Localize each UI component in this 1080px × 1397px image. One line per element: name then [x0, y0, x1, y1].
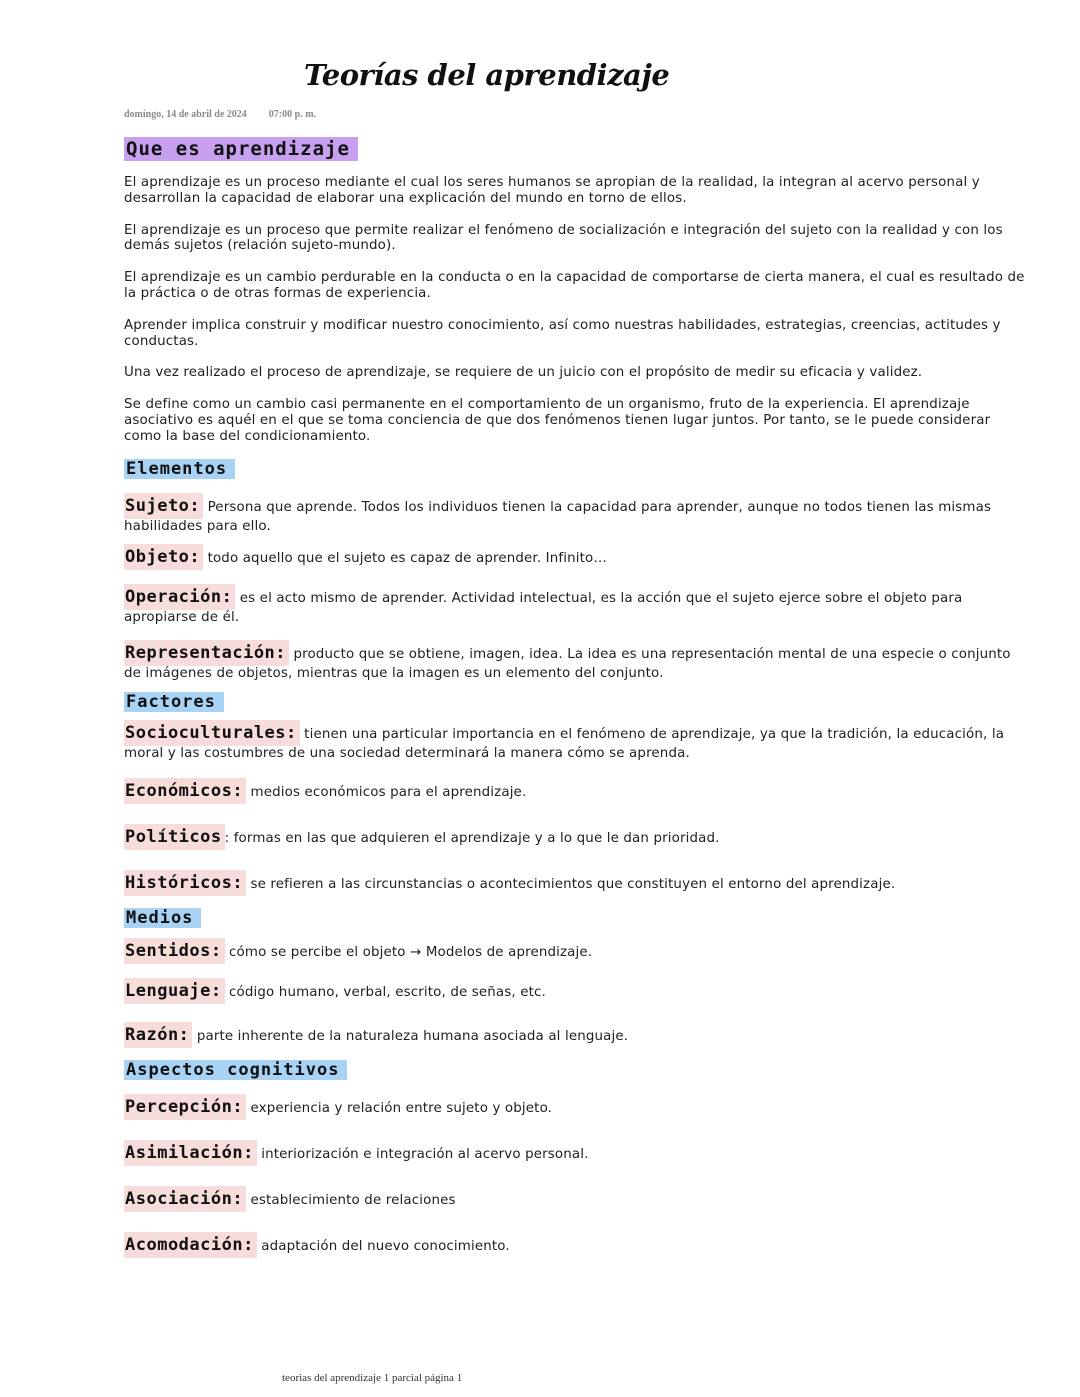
- page-meta: [124, 109, 316, 120]
- term-label: Económicos:: [124, 778, 246, 804]
- intro-paragraph: Se define como un cambio casi permanente en el comportamiento de un organismo, fruto de la experiencia. El aprendizaje asociativo es aquél en el que se toma conciencia de que dos fenómenos tienen lugar juntos. Por tanto, se le puede considerar como la base del condicionamiento.: [124, 397, 991, 444]
- list-item: [124, 544, 1029, 570]
- list-item: [124, 493, 1029, 535]
- intro-paragraph: El aprendizaje es un cambio perdurable en la conducta o en la capacidad de comportarse de cierta manera, el cual es resultado de la práctica o de otras formas de experiencia.: [124, 270, 1025, 301]
- term-definition: es el acto mismo de aprender. Actividad intelectual, es la acción que el sujeto ejerce sobre el objeto para apropiarse de él.: [124, 591, 963, 626]
- heading-que-es-aprendizaje: Que es aprendizaje: [124, 137, 358, 161]
- page-title: Teorías del aprendizaje: [304, 58, 670, 92]
- list-item: [124, 778, 1029, 804]
- term-definition: tienen una particular importancia en el fenómeno de aprendizaje, ya que la tradición, la educación, la moral y las costumbres de una sociedad determinará la manera cómo se aprenda.: [124, 726, 1005, 761]
- term-label: Socioculturales:: [124, 720, 300, 746]
- term-label: Asimilación:: [124, 1140, 257, 1166]
- term-label: Sentidos:: [124, 938, 225, 964]
- term-definition: parte inherente de la naturaleza humana asociada al lenguaje.: [192, 1028, 629, 1044]
- page-date: domingo, 14 de abril de 2024: [124, 109, 247, 120]
- term-label: Representación:: [124, 640, 289, 666]
- term-definition: medios económicos para el aprendizaje.: [246, 784, 527, 800]
- term-definition: código humano, verbal, escrito, de señas, etc.: [224, 984, 546, 1000]
- term-definition: se refieren a las circunstancias o acontecimientos que constituyen el entorno del aprendizaje.: [246, 876, 896, 892]
- term-label: Percepción:: [124, 1094, 246, 1120]
- intro-paragraph: El aprendizaje es un proceso mediante el cual los seres humanos se apropian de la realidad, la integran al acervo personal y desarrollan la capacidad de elaborar una explicación del mundo en torno de ellos.: [124, 175, 980, 206]
- term-definition: establecimiento de relaciones: [246, 1192, 456, 1208]
- term-label: Acomodación:: [124, 1232, 257, 1258]
- intro-paragraph: Una vez realizado el proceso de aprendizaje, se requiere de un juicio con el propósito de medir su eficacia y validez.: [124, 365, 923, 381]
- list-item: [124, 1232, 1029, 1258]
- list-item: [124, 978, 1029, 1004]
- intro-paragraph: El aprendizaje es un proceso que permite realizar el fenómeno de socialización e integración del sujeto con la realidad y con los demás sujetos (relación sujeto-mundo).: [124, 222, 1003, 254]
- term-definition: experiencia y relación entre sujeto y objeto.: [246, 1100, 553, 1116]
- term-definition: : formas en las que adquieren el aprendizaje y a lo que le dan prioridad.: [224, 830, 720, 846]
- term-definition: interiorización e integración al acervo personal.: [256, 1146, 589, 1162]
- term-definition: adaptación del nuevo conocimiento.: [256, 1238, 510, 1254]
- list-item: [124, 1140, 1029, 1166]
- list-item: [124, 1186, 1029, 1212]
- page-time: 07:00 p. m.: [268, 109, 317, 120]
- term-label: Operación:: [124, 584, 235, 610]
- heading-medios: Medios: [124, 908, 201, 928]
- list-item: [124, 870, 1029, 896]
- term-label: Históricos:: [124, 870, 246, 896]
- term-definition: producto que se obtiene, imagen, idea. La idea es una representación mental de una especie o conjunto de imágenes de objetos, mientras que la imagen es un elemento del conjunto.: [124, 647, 1011, 682]
- page-footer: teorias del aprendizaje 1 parcial página 1: [282, 1372, 463, 1384]
- term-label: Políticos: [124, 824, 225, 850]
- list-item: [124, 938, 1029, 964]
- term-label: Razón:: [124, 1022, 192, 1048]
- term-label: Sujeto:: [124, 493, 203, 519]
- list-item: [124, 584, 1029, 626]
- term-label: Lenguaje:: [124, 978, 225, 1004]
- list-item: [124, 1022, 1029, 1048]
- page-content: [124, 137, 1029, 1258]
- list-item: [124, 640, 1029, 682]
- list-item: [124, 1094, 1029, 1120]
- list-item: [124, 720, 1029, 762]
- term-label: Asociación:: [124, 1186, 246, 1212]
- intro-paragraph: Aprender implica construir y modificar nuestro conocimiento, así como nuestras habilidades, estrategias, creencias, actitudes y conductas.: [124, 317, 1001, 349]
- term-definition: Persona que aprende. Todos los individuos tienen la capacidad para aprender, aunque no todos tienen las mismas habilidades para ello.: [124, 499, 992, 534]
- term-label: Objeto:: [124, 544, 203, 570]
- heading-factores: Factores: [124, 692, 224, 712]
- term-definition: todo aquello que el sujeto es capaz de aprender. Infinito…: [203, 551, 607, 567]
- term-definition: cómo se percibe el objeto → Modelos de aprendizaje.: [224, 944, 593, 960]
- heading-aspectos-cognitivos: Aspectos cognitivos: [124, 1060, 347, 1080]
- list-item: [124, 824, 1029, 850]
- heading-elementos: Elementos: [124, 459, 235, 479]
